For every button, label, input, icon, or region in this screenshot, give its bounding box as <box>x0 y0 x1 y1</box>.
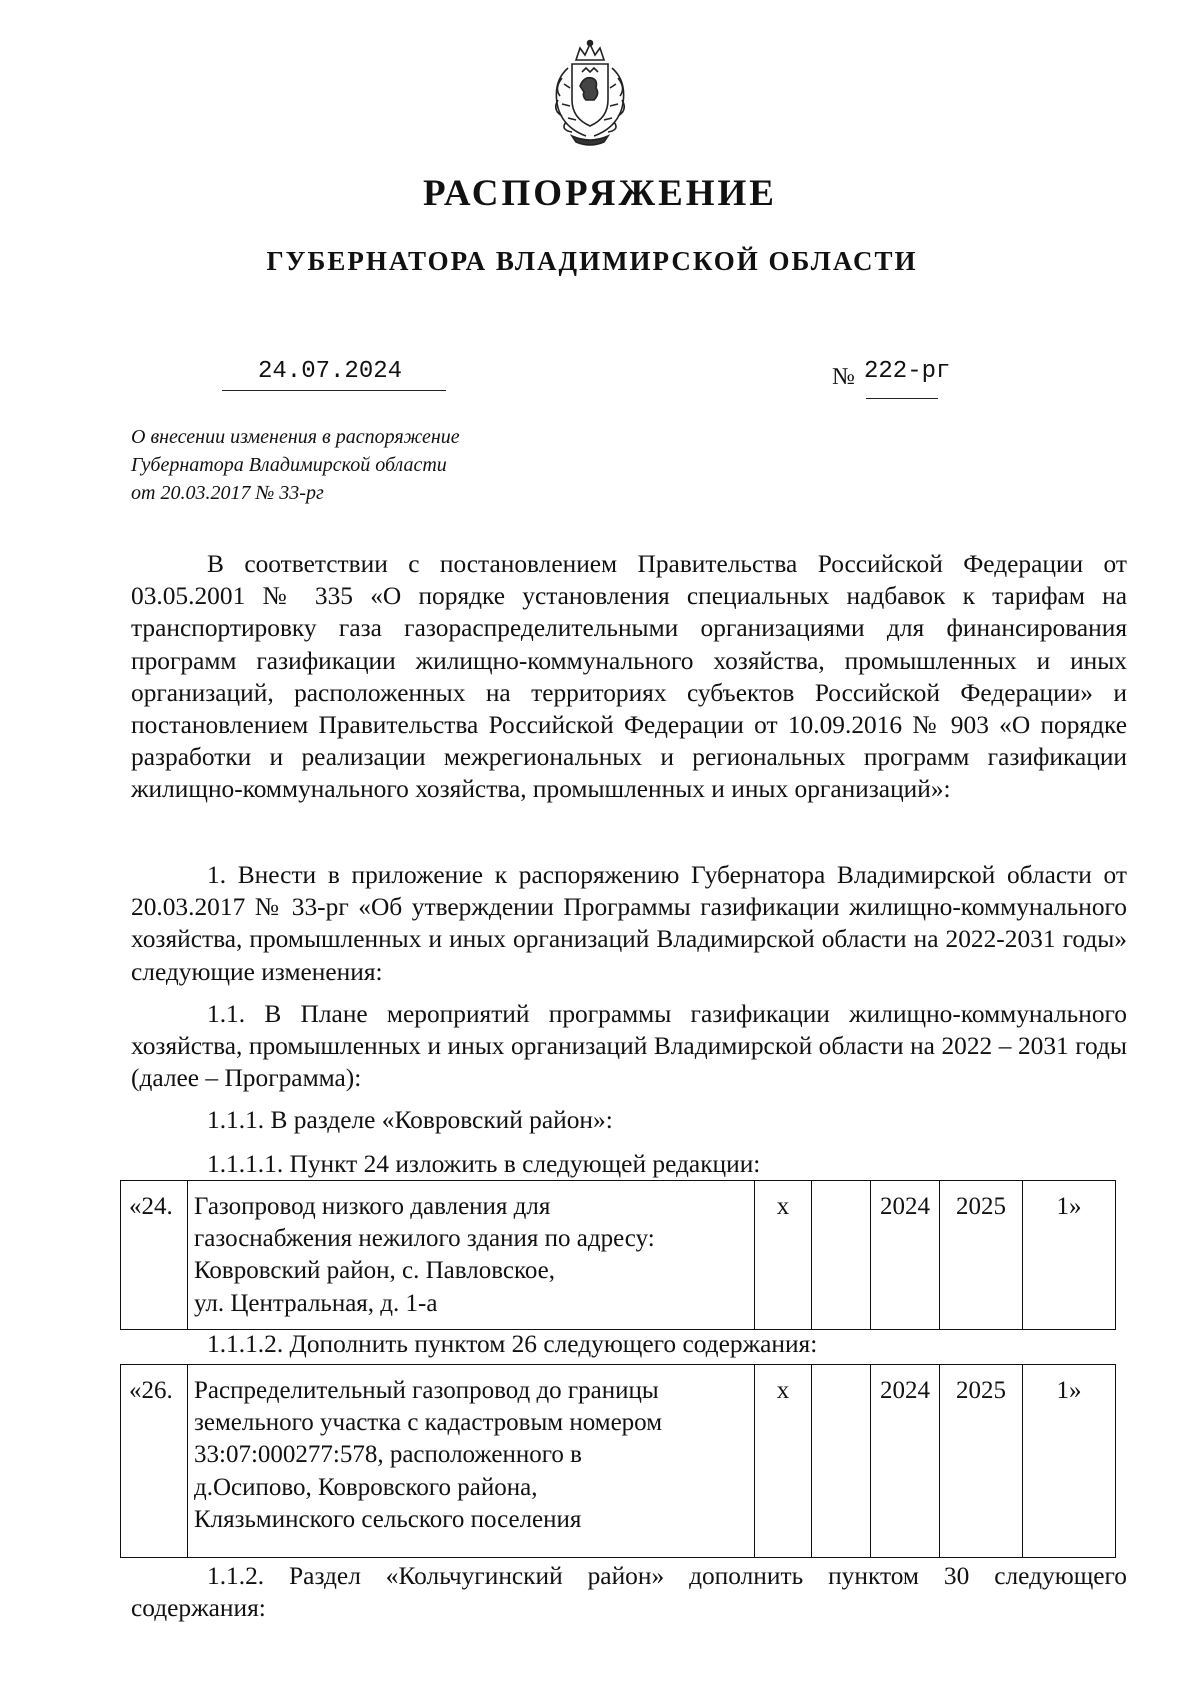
item-empty-cell <box>812 1181 871 1330</box>
item-name-line: газоснабжения нежилого здания по адресу: <box>194 1225 655 1253</box>
item-name-line: Газопровод низкого давления для <box>194 1193 551 1220</box>
plan-table-item-24 <box>120 1180 1116 1330</box>
subject-line: О внесении изменения в распоряжение <box>131 426 460 448</box>
clause-1-1-text: 1.1. В Плане мероприятий программы газификации жилищно-коммунального хозяйства, промышленных и иных организаций Владимирской области на 2022 – 2031 годы (далее – Программа): <box>131 1000 1127 1093</box>
clause-1-text: 1. Внести в приложение к распоряжению Губернатора Владимирской области от 20.03.2017 № 33-рг «Об утверждении Программы газификации жилищно-коммунального хозяйства, промышленных и иных организаций Владимирской области на 2022-2031 годы» следующие изменения: <box>131 861 1127 986</box>
clause-1-1-2-text: 1.1.2. Раздел «Кольчугинский район» дополнить пунктом 30 следующего содержания: <box>131 1562 1127 1623</box>
item-mark: х <box>755 1365 812 1558</box>
subject-line: от 20.03.2017 № 33-рг <box>131 482 324 504</box>
item-name-line: Клязьминского сельского поселения <box>194 1505 582 1533</box>
preamble-paragraph <box>131 548 1127 806</box>
item-name-line: Ковровский район, с. Павловское, <box>194 1257 555 1285</box>
item-name-line: ул. Центральная, д. 1-а <box>194 1289 438 1317</box>
item-name-line: д.Осипово, Ковровского района, <box>194 1473 538 1501</box>
item-value: 1» <box>1023 1181 1116 1330</box>
document-number: 222-рг <box>864 358 951 385</box>
plan-table-item-26 <box>120 1364 1116 1558</box>
item-year-end: 2025 <box>940 1181 1023 1330</box>
item-year-start: 2024 <box>871 1365 940 1558</box>
subject-line: Губернатора Владимирской области <box>131 454 447 476</box>
clause-1-1-1 <box>131 1104 1127 1136</box>
number-sign: № <box>832 364 855 390</box>
clause-1 <box>131 859 1127 988</box>
clause-1-1-1-1 <box>131 1148 1127 1180</box>
clause-1-1-1-2 <box>131 1328 1127 1360</box>
document-subject <box>131 423 611 507</box>
document-date: 24.07.2024 <box>258 358 403 385</box>
item-number: «26. <box>121 1365 188 1558</box>
clause-1-1-1-text: 1.1.1. В разделе «Ковровский район»: <box>207 1106 613 1134</box>
clause-1-1-2 <box>131 1560 1127 1624</box>
item-value: 1» <box>1023 1365 1116 1558</box>
item-mark: х <box>755 1181 812 1330</box>
clause-1-1-1-1-text: 1.1.1.1. Пункт 24 изложить в следующей редакции: <box>207 1150 761 1178</box>
item-name-line: 33:07:000277:578, расположенного в <box>194 1441 582 1469</box>
date-underline <box>222 390 446 391</box>
item-name-line: Распределительный газопровод до границы <box>194 1377 659 1404</box>
item-name-line: земельного участка с кадастровым номером <box>194 1409 663 1437</box>
preamble-text: В соответствии с постановлением Правительства Российской Федерации от 03.05.2001 № 335 «О порядке установления специальных надбавок к тарифам на транспортировку газа газораспределительными организациями для финансирования программ газификации жилищно-коммунального хозяйства, промышленных и иных организаций, расположенных на территориях субъектов Российской Федерации» и постановлением Правительства Российской Федерации от 10.09.2016 № 903 «О порядке разработки и реализации межрегиональных и региональных программ газификации жилищно-коммунального хозяйства, промышленных и иных организаций»: <box>131 550 1127 804</box>
document-issuer: ГУБЕРНАТОРА ВЛАДИМИРСКОЙ ОБЛАСТИ <box>266 246 918 276</box>
coat-of-arms-icon <box>538 38 642 146</box>
document-title: РАСПОРЯЖЕНИЕ <box>422 173 777 214</box>
clause-1-1 <box>131 998 1127 1095</box>
item-empty-cell <box>812 1365 871 1558</box>
item-year-start: 2024 <box>871 1181 940 1330</box>
number-underline <box>866 398 938 399</box>
item-name <box>188 1181 755 1330</box>
item-number: «24. <box>121 1181 188 1330</box>
table-row <box>121 1181 1116 1330</box>
item-year-end: 2025 <box>940 1365 1023 1558</box>
item-name <box>188 1365 755 1558</box>
table-row <box>121 1365 1116 1558</box>
clause-1-1-1-2-text: 1.1.1.2. Дополнить пунктом 26 следующего содержания: <box>207 1330 818 1358</box>
